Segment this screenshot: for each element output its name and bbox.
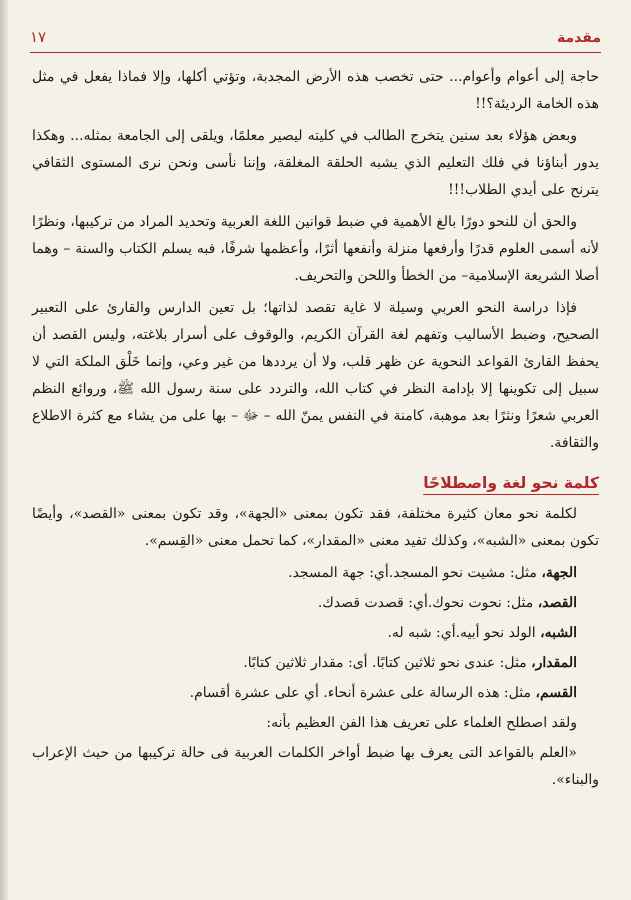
running-head: مقدمة xyxy=(557,30,601,46)
meaning-term: القسم، xyxy=(535,685,577,701)
paragraph-3: والحق أن للنحو دورًا بالغ الأهمية في ضبط قوانين اللغة العربية وتحديد المراد من تركيبها، ونظرًا لأنه أسمى العلوم قدرًا وأرفعها منزلة وأنفعها أثرًا، وأعظمها شرفًا، فبه يسلم الكتاب والسنة – وهما أصلا الشريعة الإسلامية– من الخطأ واللحن والتحريف. xyxy=(32,214,599,284)
meaning-text: الولد نحو أبيه.أي: شبه له. xyxy=(387,625,541,641)
meaning-text: مثل: عندى نحو ثلاثين كتابًا. أى: مقدار ثلاثين كتابًا. xyxy=(243,655,532,671)
meaning-item xyxy=(32,650,599,677)
header-rule xyxy=(30,52,601,53)
page-header xyxy=(30,28,601,50)
meaning-item xyxy=(32,620,599,647)
section-intro: لكلمة نحو معان كثيرة مختلفة، فقد تكون بمعنى «الجهة»، وقد تكون بمعنى «القصد»، وأيضًا تكون بمعنى «الشبه»، وكذلك تفيد معنى «المقدار»، كما تحمل معنى «القِسم». xyxy=(32,506,599,549)
paragraph-2: وبعض هؤلاء بعد سنين يتخرج الطالب في كليته ليصير معلمًا، ويلقى إلى الجامعة بمثله... وهكذا يدور أبناؤنا في فلك التعليم الذي يشبه الحلقة المغلقة، وإننا نأسى ونحن نرى المستوى الثقافي يترنح على أيدي الطلاب!!! xyxy=(32,128,599,198)
meaning-term: المقدار، xyxy=(531,655,577,671)
paragraph-4: فإذا دراسة النحو العربي وسيلة لا غاية تقصد لذاتها؛ بل تعين الدارس والقارئ على التعبير الصحيح، وضبط الأساليب وتفهم لغة القرآن الكريم، والوقوف على أسرار بلاغته، وليس القصد أن يحفظ القارئ القواعد النحوية عن ظهر قلب، ولا أن يرددها من غير وعي، وإنما خَلْق الملكة التي لا سبيل إلى تكوينها إلا بإدامة النظر في كتاب الله، والتردد على سنة رسول الله ﷺ، وروائع النظم العربي شعرًا ونثرًا بعد موهبة، كامنة في النفس يمنّ الله – ﷻ – بها على من يشاء مع كثرة الاطلاع والثقافة. xyxy=(32,300,600,451)
paragraph-1: حاجة إلى أعوام وأعوام... حتى تخصب هذه الأرض المجدبة، وتؤتي أكلها، وإلا فماذا يفعل في مثل هذه الخامة الرديئة؟!! xyxy=(32,69,599,112)
page-number: ١٧ xyxy=(30,28,47,46)
page-body xyxy=(32,64,599,794)
definition-quote: «العلم بالقواعد التى يعرف بها ضبط أواخر الكلمات العربية فى حالة تركيبها من حيث الإعراب والبناء». xyxy=(32,745,599,788)
meaning-item xyxy=(32,590,599,617)
meaning-term: القصد، xyxy=(537,595,577,611)
meaning-text: مثل: هذه الرسالة على عشرة أنحاء. أي على عشرة أقسام. xyxy=(189,685,536,701)
meaning-item xyxy=(32,680,599,707)
meaning-term: الجهة، xyxy=(541,565,577,581)
meaning-term: الشبه، xyxy=(540,625,577,641)
page-edge xyxy=(0,0,8,900)
meaning-item xyxy=(32,560,599,587)
section-heading: كلمة نحو لغة واصطلاحًا xyxy=(423,474,599,492)
meaning-text: مثل: مشيت نحو المسجد.أي: جهة المسجد. xyxy=(288,565,542,581)
definition-intro: ولقد اصطلح العلماء على تعريف هذا الفن العظيم بأنه: xyxy=(266,715,577,731)
meaning-text: مثل: نحوت نحوك.أي: قصدت قصدك. xyxy=(317,595,538,611)
